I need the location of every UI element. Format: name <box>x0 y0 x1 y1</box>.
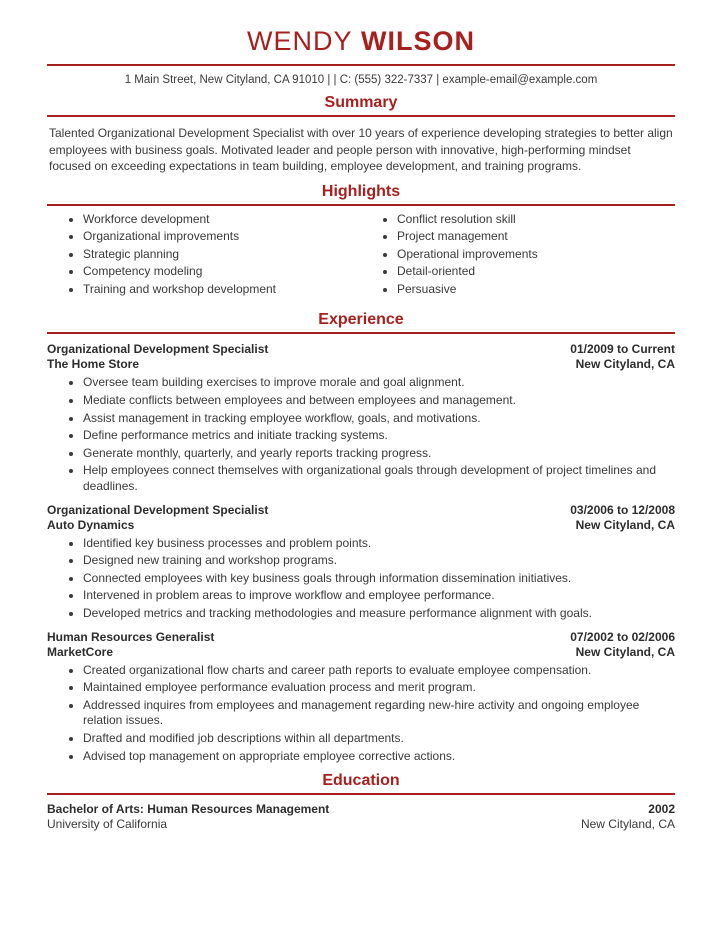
highlight-item: • Operational improvements <box>397 247 675 263</box>
job-bullet: • Designed new training and workshop programs. <box>83 553 675 569</box>
section-title-education: Education <box>322 772 400 790</box>
job-dates: 07/2002 to 02/2006 <box>570 629 675 644</box>
highlight-item: • Training and workshop development <box>83 282 361 298</box>
job-bullet: • Oversee team building exercises to improve morale and goal alignment. <box>83 375 675 391</box>
job-bullet: • Created organizational flow charts and career path reports to evaluate employee compensation. <box>83 663 675 679</box>
experience-entry <box>47 342 675 494</box>
candidate-first-name: WENDY <box>246 26 353 56</box>
highlights-right-list <box>361 212 675 298</box>
section-title-summary: Summary <box>324 94 398 111</box>
job-header-row <box>47 630 675 645</box>
highlight-item: • Organizational improvements <box>83 229 361 245</box>
header-divider <box>47 64 675 66</box>
highlights-left-list <box>47 212 361 298</box>
highlight-item: • Competency modeling <box>83 264 361 280</box>
job-bullet: • Mediate conflicts between employees and between employees and management. <box>83 393 675 409</box>
education-divider <box>47 793 675 795</box>
job-company: The Home Store <box>47 357 140 372</box>
job-bullet: • Identified key business processes and problem points. <box>83 536 675 552</box>
job-bullet-list <box>47 375 675 494</box>
education-school: University of California <box>47 817 168 832</box>
job-bullet: • Assist management in tracking employee workflow, goals, and motivations. <box>83 411 675 427</box>
job-bullet: • Addressed inquires from employees and management regarding new-hire activity and ongoing employee relation issues. <box>83 698 675 729</box>
education-header-row <box>47 802 675 817</box>
job-company: Auto Dynamics <box>47 517 135 532</box>
job-dates: 03/2006 to 12/2008 <box>570 502 675 517</box>
highlights-right-column <box>361 206 675 304</box>
job-bullet: • Connected employees with key business goals through information dissemination initiatives. <box>83 571 675 587</box>
education-subheader-row <box>47 817 675 832</box>
job-bullet: • Maintained employee performance evaluation process and merit program. <box>83 680 675 696</box>
highlights-columns <box>47 206 675 304</box>
education-location: New Cityland, CA <box>580 817 675 832</box>
job-bullet-list <box>47 536 675 622</box>
job-bullet: • Intervened in problem areas to improve workflow and employee performance. <box>83 588 675 604</box>
highlight-item: • Persuasive <box>397 282 675 298</box>
experience-divider <box>47 332 675 334</box>
job-subheader-row <box>47 518 675 533</box>
job-company: MarketCore <box>47 644 114 659</box>
job-bullet-list <box>47 663 675 765</box>
education-entry <box>47 802 675 832</box>
highlight-item: • Conflict resolution skill <box>397 212 675 228</box>
experience-entry <box>47 630 675 765</box>
experience-entry <box>47 503 675 622</box>
highlights-left-column <box>47 206 361 304</box>
section-title-experience: Experience <box>318 311 404 329</box>
job-header-row <box>47 342 675 357</box>
highlight-item: • Workforce development <box>83 212 361 228</box>
section-title-highlights: Highlights <box>321 182 401 200</box>
job-header-row <box>47 503 675 518</box>
job-title: Organizational Development Specialist <box>47 502 269 517</box>
candidate-name <box>47 26 675 57</box>
job-subheader-row <box>47 357 675 372</box>
job-title: Organizational Development Specialist <box>47 342 269 357</box>
job-location: New Cityland, CA <box>575 357 675 372</box>
summary-text: Talented Organizational Development Specialist with over 10 years of experience developing strategies to better align employees with business goals. Motivated leader and people person with innovative, high-performing mindset focused on exceeding expectations in team building, employee development, and training programs. <box>49 126 673 173</box>
job-location: New Cityland, CA <box>575 644 675 659</box>
job-bullet: • Drafted and modified job descriptions within all departments. <box>83 731 675 747</box>
job-bullet: • Help employees connect themselves with organizational goals through development of project timelines and deadlines. <box>83 463 675 494</box>
highlight-item: • Project management <box>397 229 675 245</box>
job-bullet: • Advised top management on appropriate employee corrective actions. <box>83 749 675 765</box>
candidate-last-name: WILSON <box>361 26 475 56</box>
job-bullet: • Developed metrics and tracking methodologies and measure performance alignment with goals. <box>83 606 675 622</box>
job-bullet: • Generate monthly, quarterly, and yearly reports tracking progress. <box>83 446 675 462</box>
job-title: Human Resources Generalist <box>47 629 215 644</box>
job-location: New Cityland, CA <box>575 517 675 532</box>
highlight-item: • Strategic planning <box>83 247 361 263</box>
education-degree: Bachelor of Arts: Human Resources Management <box>47 802 330 817</box>
job-bullet: • Define performance metrics and initiate tracking systems. <box>83 428 675 444</box>
education-year: 2002 <box>648 802 675 817</box>
highlight-item: • Detail-oriented <box>397 264 675 280</box>
job-dates: 01/2009 to Current <box>570 342 675 357</box>
contact-line: 1 Main Street, New Cityland, CA 91010 | | C: (555) 322-7337 | example-email@example.com <box>124 74 598 86</box>
summary-divider <box>47 115 675 117</box>
job-subheader-row <box>47 645 675 660</box>
